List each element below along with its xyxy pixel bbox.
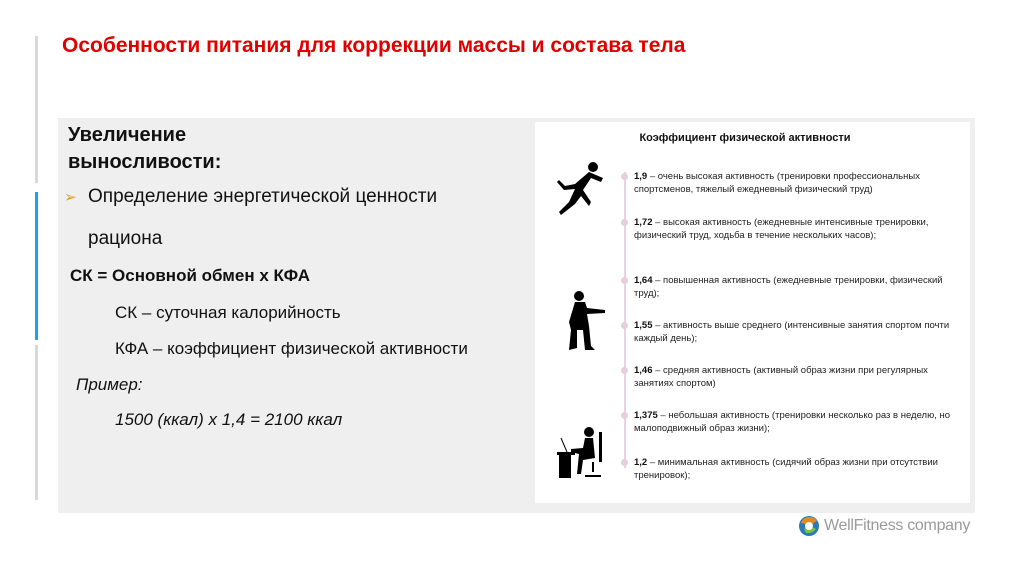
- squat-icon: [565, 290, 607, 352]
- definition-kfa: КФА – коэффициент физической активности: [115, 339, 468, 358]
- list-item: 1,9 – очень высокая активность (тренировки профессиональных спортсменов, тяжелый ежедневный физический труд): [621, 170, 951, 196]
- company-logo: [798, 515, 970, 537]
- example-label: Пример:: [76, 375, 143, 394]
- logo-text: WellFitness company: [824, 517, 971, 534]
- bullet-line1: Определение энергетической ценности: [88, 186, 438, 207]
- formula: СК = Основной обмен х КФА: [70, 266, 311, 285]
- bullet-line2: рациона: [88, 228, 163, 249]
- list-item: 1,46 – средняя активность (активный образ жизни при регулярных занятиях спортом): [621, 364, 951, 390]
- decor-bar-top: [35, 36, 38, 183]
- definition-sk: СК – суточная калорийность: [115, 303, 341, 322]
- office-worker-icon: [557, 424, 607, 480]
- list-item: 1,375 – небольшая активность (тренировки несколько раз в неделю, но малоподвижный образ жизни);: [621, 409, 951, 435]
- decor-bar-bottom: [35, 345, 38, 500]
- list-item: 1,2 – минимальная активность (сидячий образ жизни при отсутствии тренировок);: [621, 456, 951, 482]
- list-item: 1,55 – активность выше среднего (интенсивные занятия спортом почти каждый день);: [621, 319, 951, 345]
- card-title: Коэффициент физической активности: [639, 132, 851, 144]
- list-item: 1,72 – высокая активность (ежедневные интенсивные тренировки, физический труд, ходьба в течение нескольких часов);: [621, 216, 951, 242]
- logo-globe-icon: [798, 515, 820, 537]
- heading-line2: выносливости:: [68, 151, 222, 173]
- slide-title: Особенности питания для коррекции массы и состава тела: [62, 34, 686, 57]
- decor-bar-accent: [35, 192, 38, 340]
- heading-line1: Увеличение: [68, 124, 187, 146]
- runner-icon: [555, 160, 607, 216]
- activity-coefficient-card: [535, 122, 970, 503]
- example: 1500 (ккал) х 1,4 = 2100 ккал: [115, 410, 343, 429]
- list-item: 1,64 – повышенная активность (ежедневные тренировки, физический труд);: [621, 274, 951, 300]
- arrow-bullet-icon: ➢: [64, 189, 77, 206]
